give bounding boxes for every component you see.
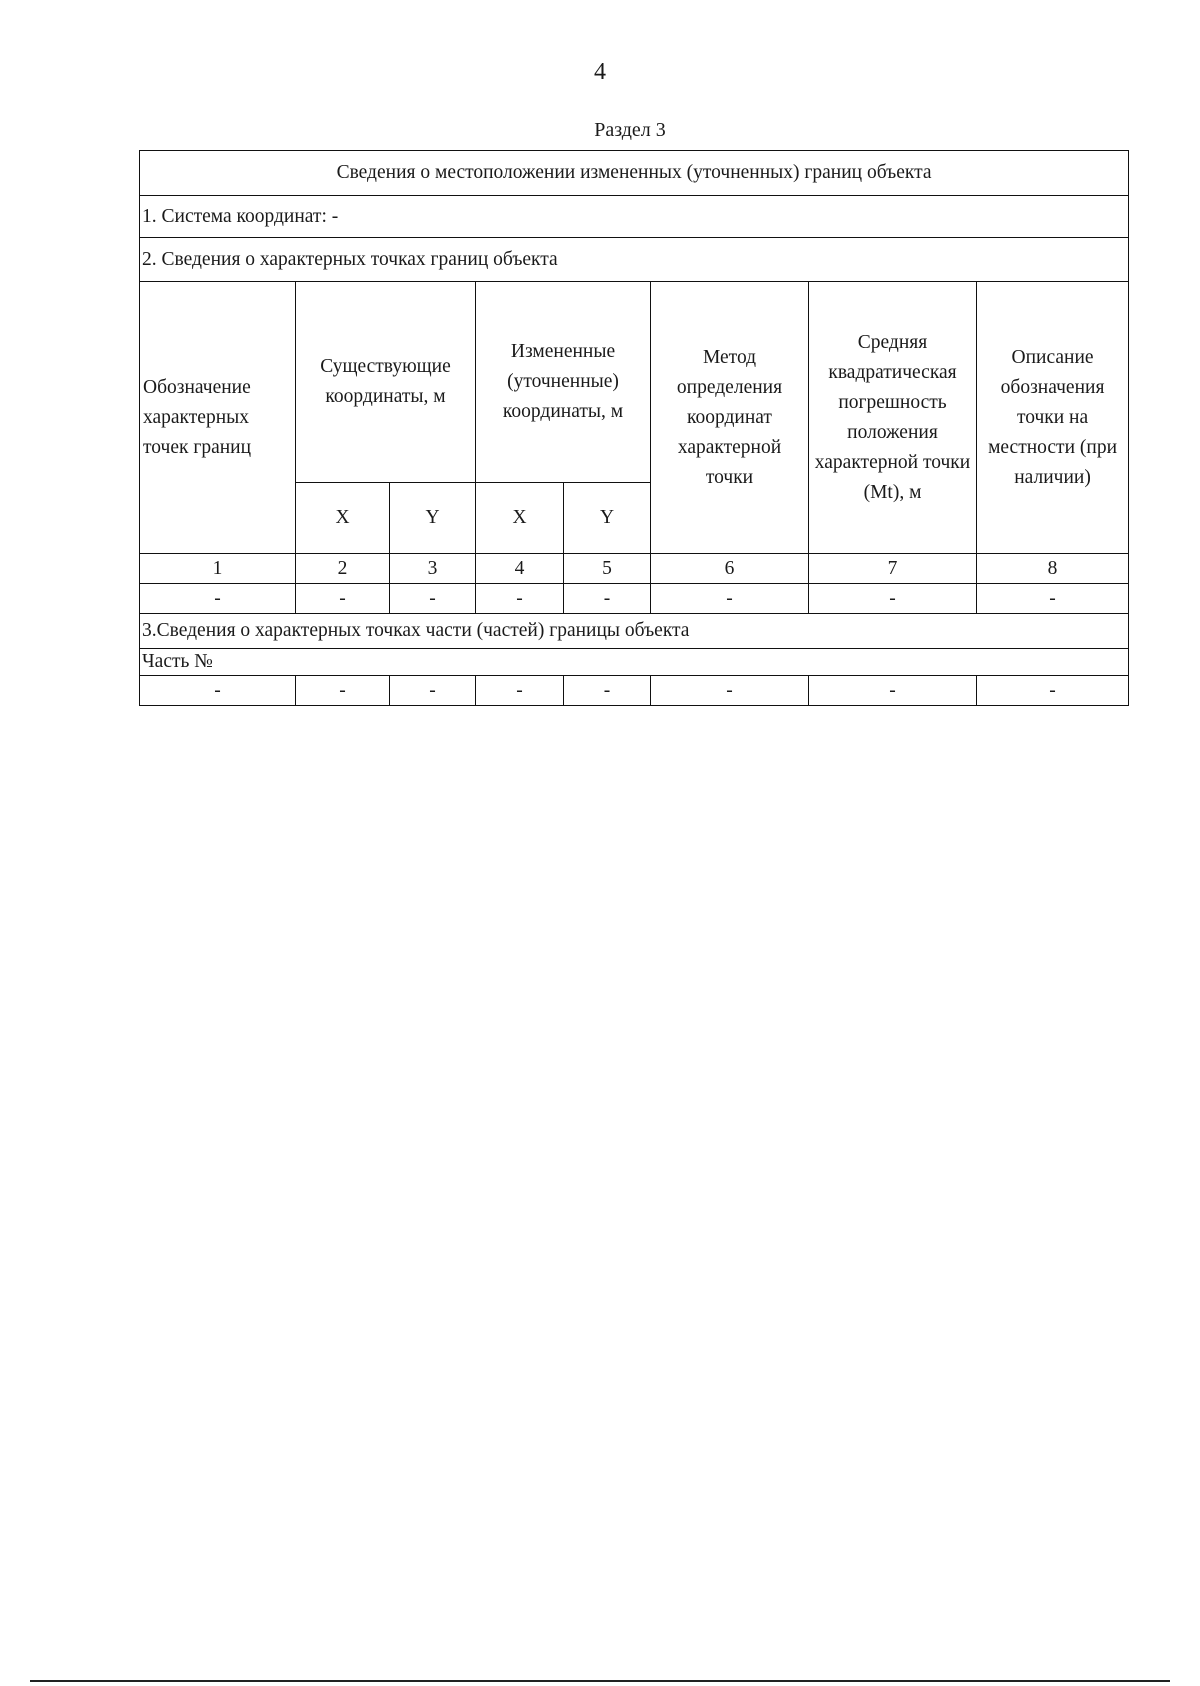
table-cell: - bbox=[390, 584, 476, 614]
header-changed-x: X bbox=[476, 483, 564, 554]
table-cell: - bbox=[809, 584, 977, 614]
table-cell: - bbox=[296, 676, 390, 706]
section-title: Раздел 3 bbox=[594, 119, 666, 141]
table-cell: - bbox=[977, 584, 1129, 614]
table-cell: - bbox=[564, 584, 651, 614]
table-row bbox=[140, 584, 1129, 614]
header-existing-y: Y bbox=[390, 483, 476, 554]
table-cell: - bbox=[977, 676, 1129, 706]
table-cell: - bbox=[809, 676, 977, 706]
part-number-label: Часть № bbox=[140, 649, 1129, 676]
table-row bbox=[140, 676, 1129, 706]
header-mean-error: Средняя квадратическая погрешность положения характерной точки (Mt), м bbox=[809, 282, 977, 554]
column-number: 7 bbox=[809, 554, 977, 584]
parts-heading: 3.Сведения о характерных точках части (частей) границы объекта bbox=[140, 614, 1129, 649]
header-existing-x: X bbox=[296, 483, 390, 554]
table-cell: - bbox=[476, 676, 564, 706]
table-cell: - bbox=[476, 584, 564, 614]
table-cell: - bbox=[651, 584, 809, 614]
header-changed-y: Y bbox=[564, 483, 651, 554]
table-cell: - bbox=[651, 676, 809, 706]
coordinate-system: 1. Система координат: - bbox=[140, 196, 1129, 238]
table-cell: - bbox=[390, 676, 476, 706]
column-number: 6 bbox=[651, 554, 809, 584]
header-designation: Обозначение характерных точек границ bbox=[140, 282, 296, 554]
page-bottom-rule bbox=[30, 1680, 1170, 1682]
column-number: 4 bbox=[476, 554, 564, 584]
table-cell: - bbox=[140, 676, 296, 706]
header-changed-coords: Измененные (уточненные) координаты, м bbox=[476, 282, 651, 483]
header-description: Описание обозначения точки на местности (при наличии) bbox=[977, 282, 1129, 554]
points-heading: 2. Сведения о характерных точках границ объекта bbox=[140, 238, 1129, 282]
column-number: 3 bbox=[390, 554, 476, 584]
header-existing-coords: Существующие координаты, м bbox=[296, 282, 476, 483]
table-cell: - bbox=[140, 584, 296, 614]
table-cell: - bbox=[564, 676, 651, 706]
column-number: 1 bbox=[140, 554, 296, 584]
header-method: Метод определения координат характерной точки bbox=[651, 282, 809, 554]
column-numbers-row bbox=[140, 554, 1129, 584]
column-number: 5 bbox=[564, 554, 651, 584]
column-number: 2 bbox=[296, 554, 390, 584]
column-number: 8 bbox=[977, 554, 1129, 584]
page-number: 4 bbox=[594, 59, 606, 85]
table-title: Сведения о местоположении измененных (уточненных) границ объекта bbox=[140, 151, 1129, 196]
boundary-table bbox=[139, 150, 1129, 706]
table-cell: - bbox=[296, 584, 390, 614]
